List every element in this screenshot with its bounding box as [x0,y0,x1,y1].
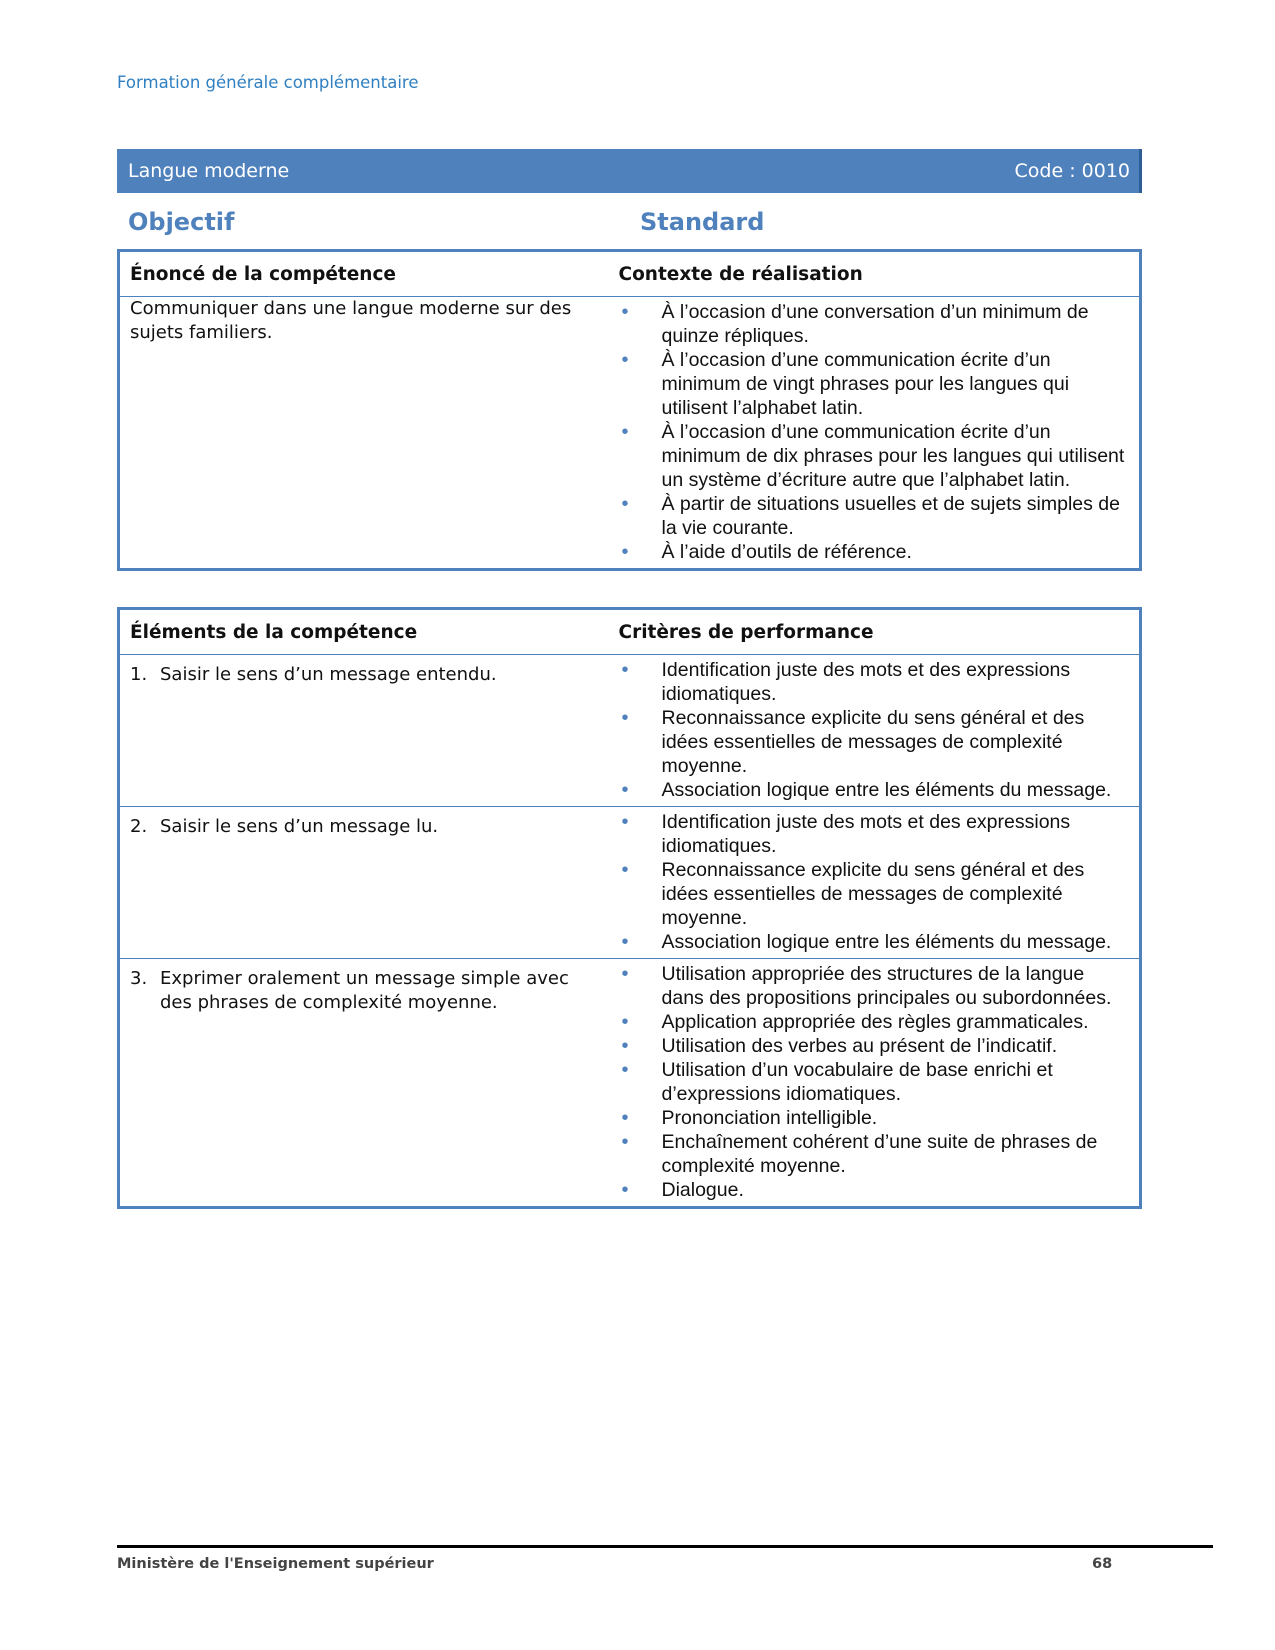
element-text: Saisir le sens d’un message entendu. [160,664,497,685]
bullet-text: Identification juste des mots et des expressions idiomatiques. [661,811,1071,857]
bullet-text: À l’occasion d’une communication écrite d’un minimum de dix phrases pour les langues qui utilisent un système d’écriture autre que l’alphabet latin. [661,421,1125,491]
context-cell [609,297,1141,570]
bullet-text: Association logique entre les éléments du message. [661,779,1112,801]
element-cell [119,959,609,1208]
criteria-header: Critères de performance [609,609,1141,655]
bullet-text: À l’occasion d’une communication écrite d’un minimum de vingt phrases pour les langues qui utilisent l’alphabet latin. [661,349,1070,419]
bullet-icon: • [621,811,629,833]
bullet-text: Utilisation des verbes au présent de l’indicatif. [661,1035,1058,1057]
elements-body [119,655,1141,1208]
bullet-text: À l’aide d’outils de référence. [661,541,912,563]
bullet-item [619,810,1130,858]
bullet-icon: • [621,1131,629,1153]
bullet-icon: • [621,301,629,323]
competence-statement: Communiquer dans une langue moderne sur des sujets familiers. [130,298,572,343]
bullet-icon: • [621,1035,629,1057]
element-row [119,807,1141,959]
bullet-item [619,706,1130,778]
bullet-text: Association logique entre les éléments du message. [661,931,1112,953]
bullet-item [619,540,1130,564]
bullet-icon: • [621,493,629,515]
element-item [130,967,599,1015]
bullet-icon: • [621,541,629,563]
bullet-icon: • [621,1107,629,1129]
footer-publisher: Ministère de l'Enseignement supérieur [117,1556,434,1572]
element-text: Saisir le sens d’un message lu. [160,816,439,837]
bullet-icon: • [621,931,629,953]
bullet-icon: • [621,1011,629,1033]
bullet-text: Dialogue. [661,1179,744,1201]
bullet-icon: • [621,349,629,371]
bullet-item [619,962,1130,1010]
standard-heading: Standard [640,208,765,236]
element-number: 1. [130,664,148,685]
element-list [130,807,599,839]
footer-rule [117,1545,1213,1548]
bullet-icon: • [621,659,629,681]
bullet-icon: • [621,963,629,985]
bullet-item [619,1058,1130,1106]
bullet-item [619,1010,1130,1034]
bullet-item [619,658,1130,706]
element-item [130,815,599,839]
bullet-item [619,930,1130,954]
bullet-text: Application appropriée des règles grammaticales. [661,1011,1089,1033]
bullet-item [619,1130,1130,1178]
bullet-item [619,1178,1130,1202]
element-item [130,663,599,687]
bullet-text: Enchaînement cohérent d’une suite de phrases de complexité moyenne. [661,1131,1098,1177]
elements-table [117,607,1142,1209]
element-row [119,655,1141,807]
element-text: Exprimer oralement un message simple avec des phrases de complexité moyenne. [160,968,569,1013]
running-head: Formation générale complémentaire [117,73,419,92]
criteria-list [619,807,1130,958]
statement-header: Énoncé de la compétence [119,251,609,297]
bullet-item [619,778,1130,802]
context-list [619,297,1130,568]
bullet-item [619,1106,1130,1130]
elements-header: Éléments de la compétence [119,609,609,655]
bullet-text: Reconnaissance explicite du sens général et des idées essentielles de messages de complexité moyenne. [661,707,1085,777]
column-headings [117,205,1142,245]
bullet-icon: • [621,421,629,443]
bullet-item [619,300,1130,348]
element-list [130,655,599,687]
competence-row [119,297,1141,570]
bullet-icon: • [621,1179,629,1201]
bullet-item [619,858,1130,930]
course-bar [117,149,1142,193]
criteria-cell [609,655,1141,807]
bullet-icon: • [621,707,629,729]
criteria-list [619,655,1130,806]
criteria-cell [609,959,1141,1208]
bullet-item [619,492,1130,540]
bullet-text: À partir de situations usuelles et de sujets simples de la vie courante. [661,493,1120,539]
objectif-heading: Objectif [128,208,235,236]
bullet-text: À l’occasion d’une conversation d’un minimum de quinze répliques. [661,301,1089,347]
footer-page-number: 68 [1092,1556,1113,1572]
bullet-item [619,420,1130,492]
context-header: Contexte de réalisation [609,251,1141,297]
criteria-list [619,959,1130,1206]
element-number: 2. [130,816,148,837]
bullet-text: Reconnaissance explicite du sens général et des idées essentielles de messages de complexité moyenne. [661,859,1085,929]
bullet-icon: • [621,859,629,881]
bullet-icon: • [621,779,629,801]
course-title: Langue moderne [128,160,290,182]
element-number: 3. [130,968,148,989]
bullet-icon: • [621,1059,629,1081]
bullet-text: Identification juste des mots et des expressions idiomatiques. [661,659,1071,705]
element-list [130,959,599,1015]
bullet-text: Utilisation d’un vocabulaire de base enrichi et d’expressions idiomatiques. [661,1059,1053,1105]
course-code: Code : 0010 [1014,160,1130,182]
bullet-item [619,1034,1130,1058]
element-row [119,959,1141,1208]
element-cell [119,655,609,807]
bullet-item [619,348,1130,420]
competence-table [117,249,1142,571]
bullet-text: Prononciation intelligible. [661,1107,878,1129]
element-cell [119,807,609,959]
bullet-text: Utilisation appropriée des structures de la langue dans des propositions principales ou subordonnées. [661,963,1112,1009]
criteria-cell [609,807,1141,959]
